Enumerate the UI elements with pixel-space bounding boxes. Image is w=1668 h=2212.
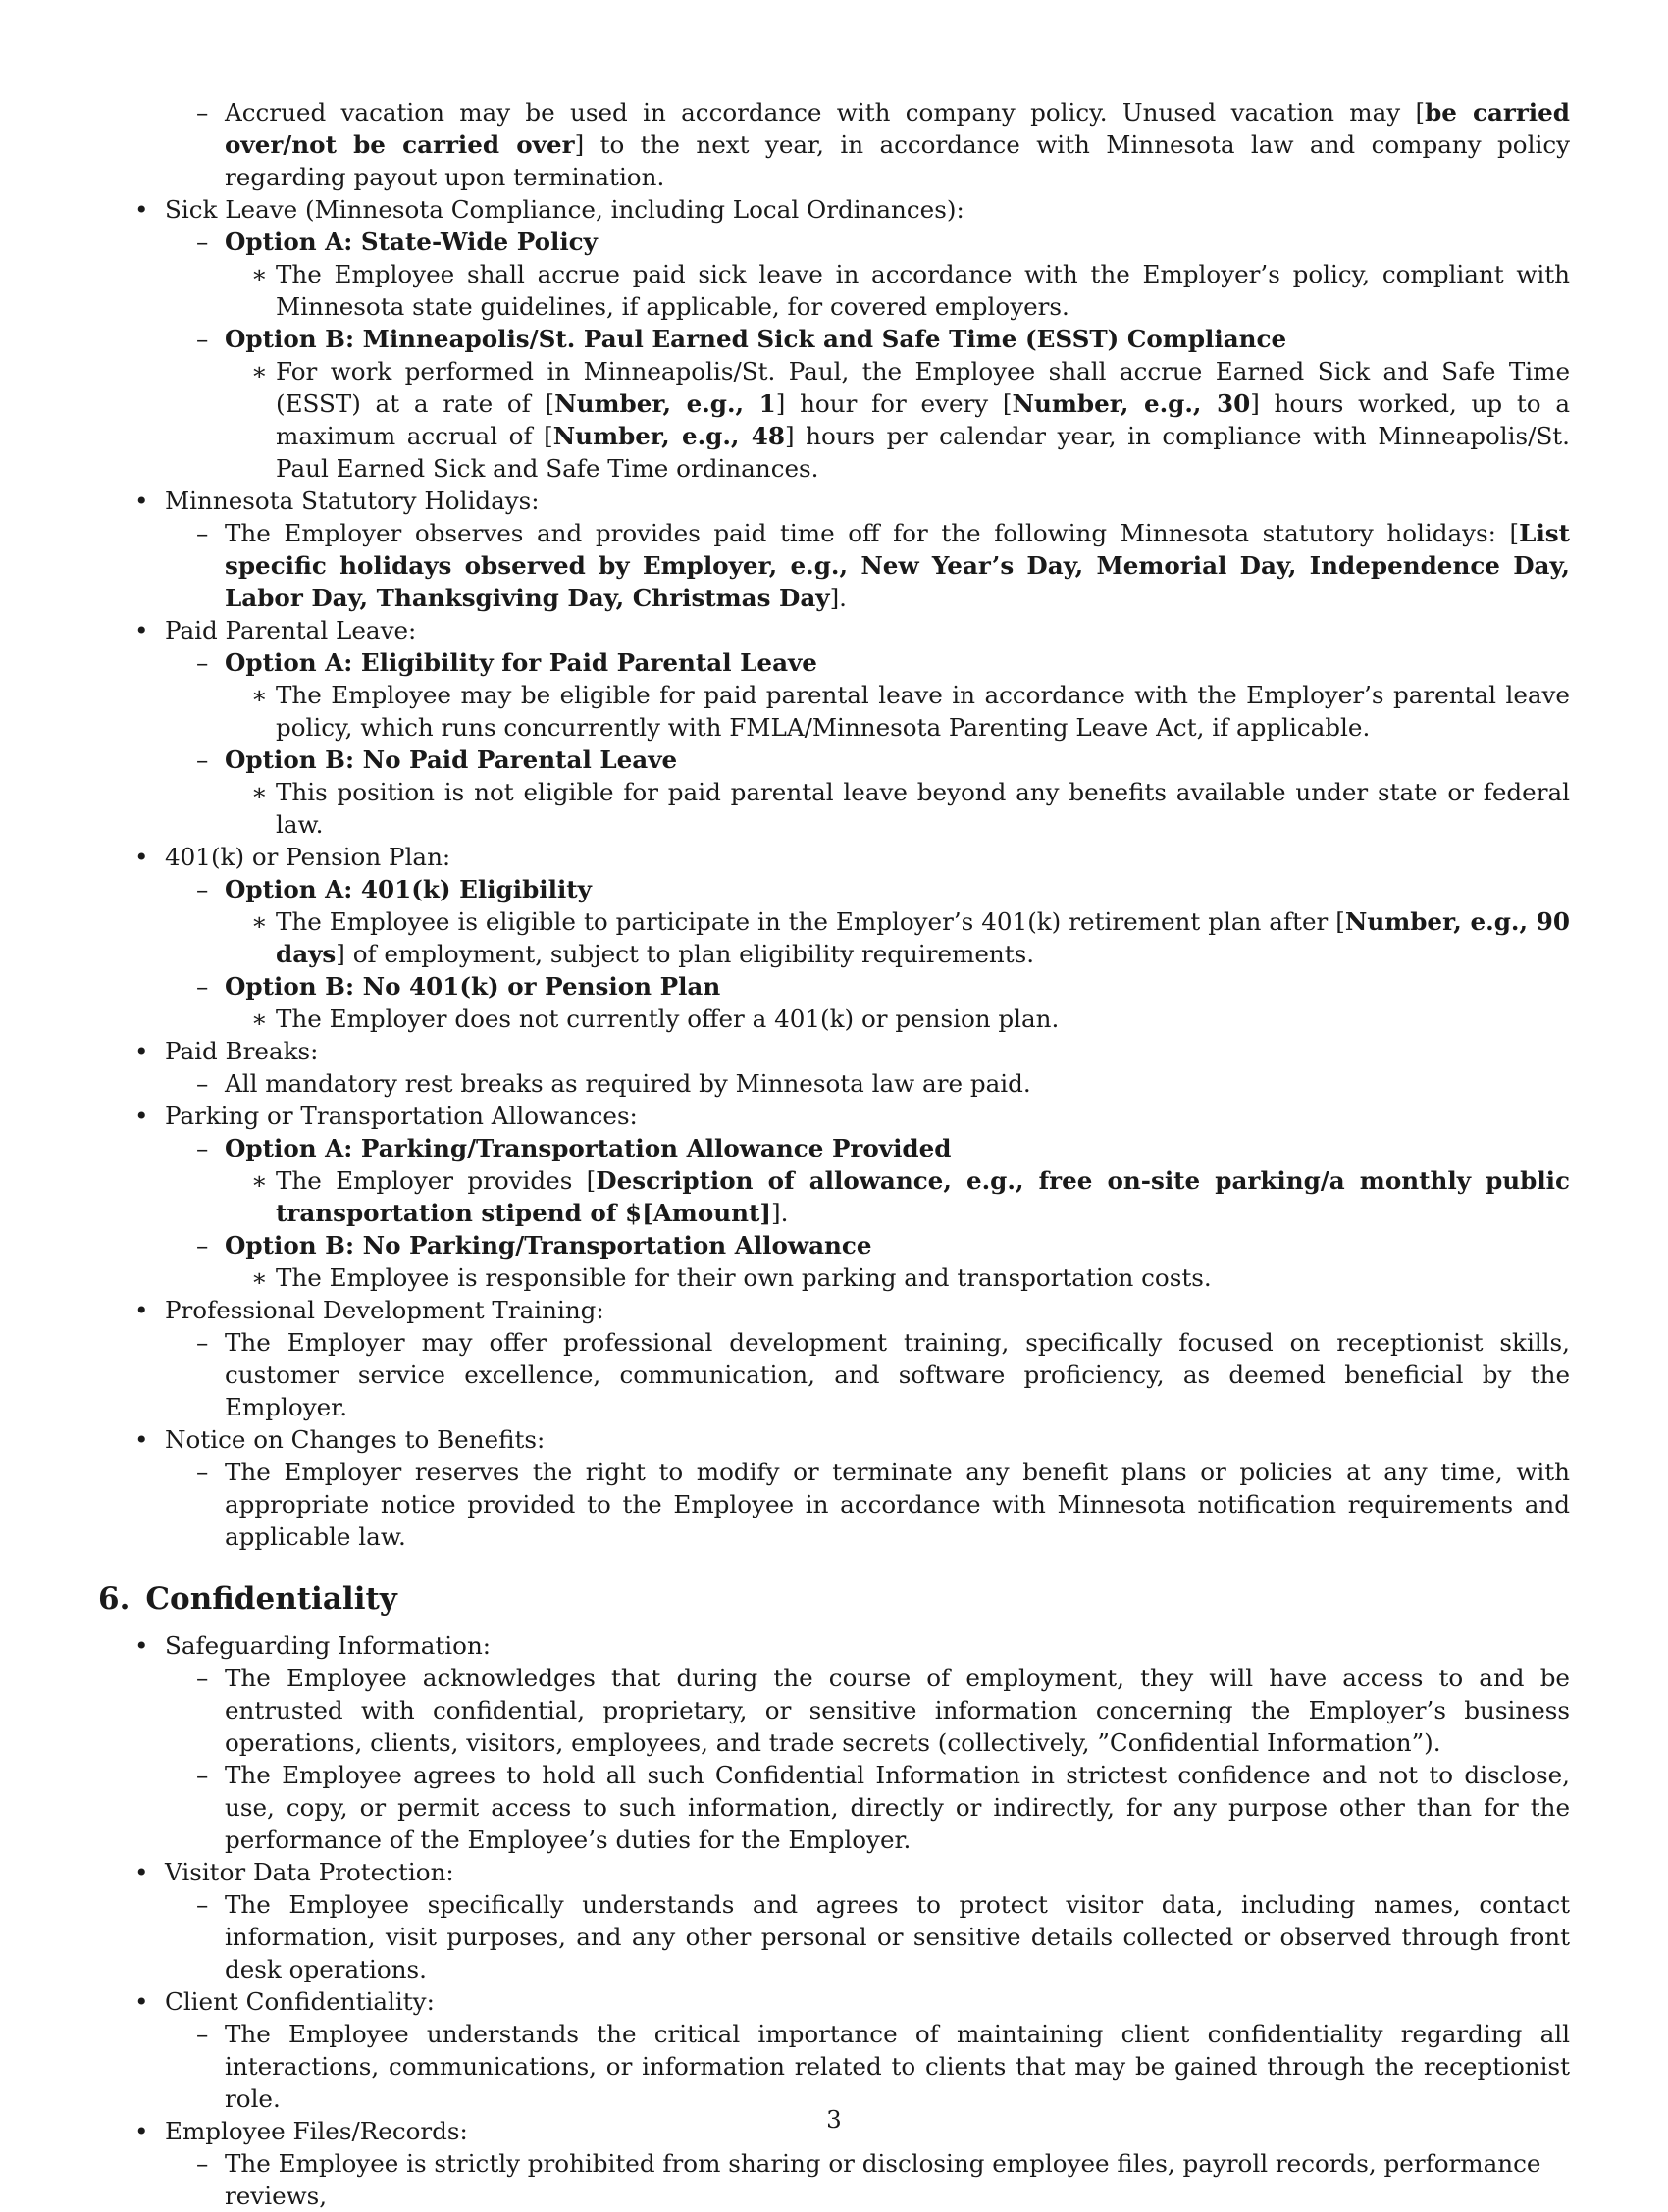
parking-option-b-text: ∗ The Employee is responsible for their own parking and transportation costs. <box>225 1261 1570 1294</box>
sick-leave-option-b: – Option B: Minneapolis/St. Paul Earned Sick and Safe Time (ESST) Compliance ∗ For work performed in Minneapolis/St. Paul, the Employee shall accrue Earned Sick and Safe Time (ESST) at a rate of [Number, e.g., 1] hour for every [Number, e.g., 30] hours worked, up to a maximum accrual of [Number, e.g., 48] hours per calendar year, in compliance with Minneapolis/St. Paul Earned Sick and Safe Time ordinances. <box>165 323 1570 485</box>
parental-leave-item <box>98 614 1570 841</box>
paid-breaks-item <box>98 1035 1570 1100</box>
retirement-label: 401(k) or Pension Plan: <box>165 843 451 871</box>
benefit-changes-item <box>98 1423 1570 1553</box>
sick-leave-item <box>98 193 1570 485</box>
client-confidentiality-text: – The Employee understands the critical importance of maintaining client confidentiality regarding all interactions, communications, or information related to clients that may be gained through the receptionist role. <box>165 2018 1570 2115</box>
employee-files-text: – The Employee is strictly prohibited from sharing or disclosing employee files, payroll records, performance reviews, <box>165 2147 1570 2212</box>
client-confidentiality-label: Client Confidentiality: <box>165 1987 435 2016</box>
section-heading-confidentiality <box>98 1580 1570 1618</box>
visitor-data-text: – The Employee specifically understands and agrees to protect visitor data, including names, contact information, visit purposes, and any other personal or sensitive details collected or observed through front desk operations. <box>165 1888 1570 1985</box>
holidays-text: – The Employer observes and provides paid time off for the following Minnesota statutory holidays: [List specific holidays observed by Employer, e.g., New Year’s Day, Memorial Day, Independence Day, Labor Day, Thanksgiving Day, Christmas Day]. <box>165 517 1570 614</box>
parental-leave-label: Paid Parental Leave: <box>165 616 417 644</box>
parking-option-a-text: ∗ The Employer provides [Description of allowance, e.g., free on-site parking/a monthly public transportation stipend of $[Amount]]. <box>225 1164 1570 1229</box>
paid-breaks-text: – All mandatory rest breaks as required by Minnesota law are paid. <box>165 1067 1570 1100</box>
paid-breaks-label: Paid Breaks: <box>165 1037 319 1065</box>
parking-option-a: – Option A: Parking/Transportation Allowance Provided ∗ The Employer provides [Description of allowance, e.g., free on-site parking/a monthly public transportation stipend of $[Amount]]. <box>165 1132 1570 1229</box>
vacation-carryover-text: – Accrued vacation may be used in accordance with company policy. Unused vacation may [be carried over/not be carried over] to the next year, in accordance with Minnesota law and company policy regarding payout upon termination. <box>165 96 1570 193</box>
retirement-item <box>98 841 1570 1035</box>
parental-option-b: – Option B: No Paid Parental Leave ∗ This position is not eligible for paid parental leave beyond any benefits available under state or federal law. <box>165 744 1570 841</box>
parking-label: Parking or Transportation Allowances: <box>165 1102 638 1130</box>
client-confidentiality-item <box>98 1985 1570 2115</box>
parental-option-b-text: ∗ This position is not eligible for paid parental leave beyond any benefits available under state or federal law. <box>225 776 1570 841</box>
parental-option-a-text: ∗ The Employee may be eligible for paid parental leave in accordance with the Employer’s parental leave policy, which runs concurrently with FMLA/Minnesota Parenting Leave Act, if applicable. <box>225 679 1570 744</box>
vacation-continuation <box>98 96 1570 193</box>
holidays-item <box>98 485 1570 614</box>
sick-leave-label: Sick Leave (Minnesota Compliance, including Local Ordinances): <box>165 195 964 224</box>
page-number: 3 <box>826 2105 842 2134</box>
holidays-label: Minnesota Statutory Holidays: <box>165 487 540 515</box>
sick-leave-option-b-text: ∗ For work performed in Minneapolis/St. Paul, the Employee shall accrue Earned Sick and Safe Time (ESST) at a rate of [Number, e.g., 1] hour for every [Number, e.g., 30] hours worked, up to a maximum accrual of [Number, e.g., 48] hours per calendar year, in compliance with Minneapolis/St. Paul Earned Sick and Safe Time ordinances. <box>225 355 1570 485</box>
benefits-list <box>98 96 1570 1553</box>
parking-option-b: – Option B: No Parking/Transportation Allowance ∗ The Employee is responsible for their own parking and transportation costs. <box>165 1229 1570 1294</box>
training-label: Professional Development Training: <box>165 1296 604 1324</box>
employee-files-label: Employee Files/Records: <box>165 2117 468 2145</box>
safeguarding-item <box>98 1629 1570 1856</box>
retirement-option-b: – Option B: No 401(k) or Pension Plan ∗ The Employer does not currently offer a 401(k) or pension plan. <box>165 970 1570 1035</box>
retirement-option-a-text: ∗ The Employee is eligible to participate in the Employer’s 401(k) retirement plan after [Number, e.g., 90 days] of employment, subject to plan eligibility requirements. <box>225 905 1570 970</box>
safeguarding-text-1: – The Employee acknowledges that during the course of employment, they will have access to and be entrusted with confidential, proprietary, or sensitive information concerning the Employer’s business operations, clients, visitors, employees, and trade secrets (collectively, ”Confidential Information”). <box>165 1662 1570 1759</box>
section-title: Confidentiality <box>145 1581 397 1617</box>
sick-leave-option-a: – Option A: State-Wide Policy ∗ The Employee shall accrue paid sick leave in accordance with the Employer’s policy, compliant with Minnesota state guidelines, if applicable, for covered employers. <box>165 226 1570 323</box>
safeguarding-text-2: – The Employee agrees to hold all such Confidential Information in strictest confidence and not to disclose, use, copy, or permit access to such information, directly or indirectly, for any purpose other than for the performance of the Employee’s duties for the Employer. <box>165 1759 1570 1856</box>
benefit-changes-text: – The Employer reserves the right to modify or terminate any benefit plans or policies at any time, with appropriate notice provided to the Employee in accordance with Minnesota notification requirements and applicable law. <box>165 1456 1570 1553</box>
parental-option-a: – Option A: Eligibility for Paid Parental Leave ∗ The Employee may be eligible for paid parental leave in accordance with the Employer’s parental leave policy, which runs concurrently with FMLA/Minnesota Parenting Leave Act, if applicable. <box>165 646 1570 744</box>
training-text: – The Employer may offer professional development training, specifically focused on receptionist skills, customer service excellence, communication, and software proficiency, as deemed beneficial by the Employer. <box>165 1326 1570 1423</box>
benefit-changes-label: Notice on Changes to Benefits: <box>165 1425 546 1454</box>
section-number: 6. <box>98 1581 130 1617</box>
retirement-option-b-text: ∗ The Employer does not currently offer a 401(k) or pension plan. <box>225 1003 1570 1035</box>
parking-item <box>98 1100 1570 1294</box>
training-item <box>98 1294 1570 1423</box>
visitor-data-item <box>98 1856 1570 1985</box>
visitor-data-label: Visitor Data Protection: <box>165 1858 454 1886</box>
safeguarding-label: Safeguarding Information: <box>165 1631 492 1660</box>
page-content <box>98 96 1570 2212</box>
retirement-option-a: – Option A: 401(k) Eligibility ∗ The Employee is eligible to participate in the Employer’s 401(k) retirement plan after [Number, e.g., 90 days] of employment, subject to plan eligibility requirements. <box>165 873 1570 970</box>
sick-leave-option-a-text: ∗ The Employee shall accrue paid sick leave in accordance with the Employer’s policy, compliant with Minnesota state guidelines, if applicable, for covered employers. <box>225 258 1570 323</box>
